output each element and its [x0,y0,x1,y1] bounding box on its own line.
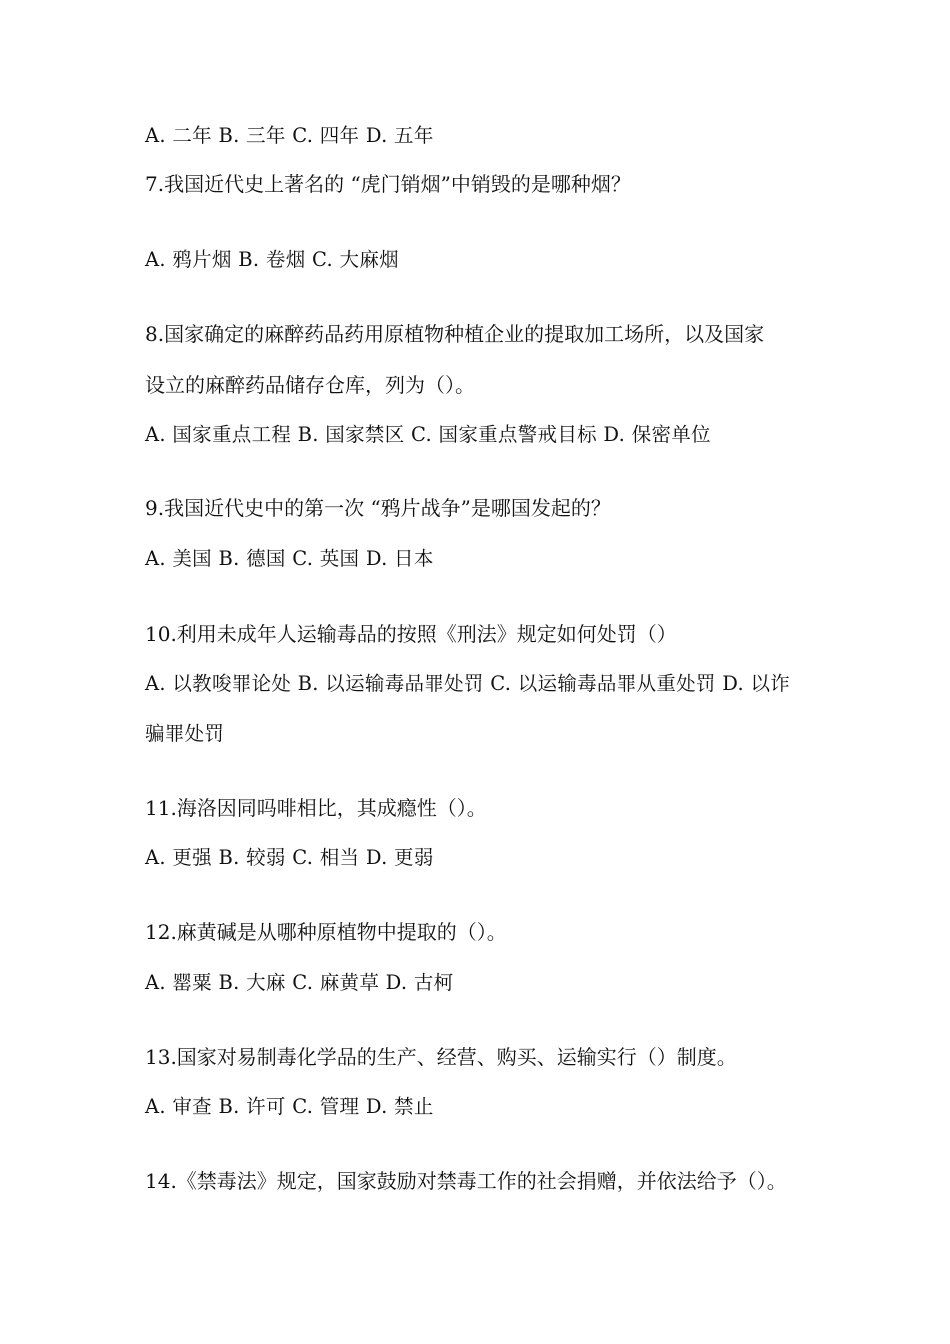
q12-options: A. 罂粟 B. 大麻 C. 麻黄草 D. 古柯 [145,971,454,994]
q9-options: A. 美国 B. 德国 C. 英国 D. 日本 [145,547,434,570]
q14-text: 14.《禁毒法》规定，国家鼓励对禁毒工作的社会捐赠，并依法给予（）。 [145,1169,787,1193]
q11-text: 11.海洛因同吗啡相比，其成瘾性（）。 [145,796,487,820]
q11-options: A. 更强 B. 较弱 C. 相当 D. 更弱 [145,846,434,869]
q7-text: 7.我国近代史上著名的 “虎门销烟”中销毁的是哪种烟？ [145,172,631,196]
q8-options: A. 国家重点工程 B. 国家禁区 C. 国家重点警戒目标 D. 保密单位 [145,423,711,446]
q8-text-line2: 设立的麻醉药品储存仓库，列为（）。 [145,373,475,397]
q13-options: A. 审查 B. 许可 C. 管理 D. 禁止 [145,1095,434,1118]
q10-text: 10.利用未成年人运输毒品的按照《刑法》规定如何处罚（） [145,622,677,646]
q10-options-line2: 骗罪处罚 [145,722,225,745]
q6-options: A. 二年 B. 三年 C. 四年 D. 五年 [145,124,434,147]
q10-options-line1: A. 以教唆罪论处 B. 以运输毒品罪处罚 C. 以运输毒品罪从重处罚 D. 以诈 [145,672,791,695]
q9-text: 9.我国近代史中的第一次 “鸦片战争”是哪国发起的？ [145,496,611,520]
q13-text: 13.国家对易制毒化学品的生产、经营、购买、运输实行（）制度。 [145,1045,737,1069]
q7-options: A. 鸦片烟 B. 卷烟 C. 大麻烟 [145,248,399,271]
q12-text: 12.麻黄碱是从哪种原植物中提取的（）。 [145,920,507,944]
q8-text-line1: 8.国家确定的麻醉药品药用原植物种植企业的提取加工场所，以及国家 [145,322,765,346]
